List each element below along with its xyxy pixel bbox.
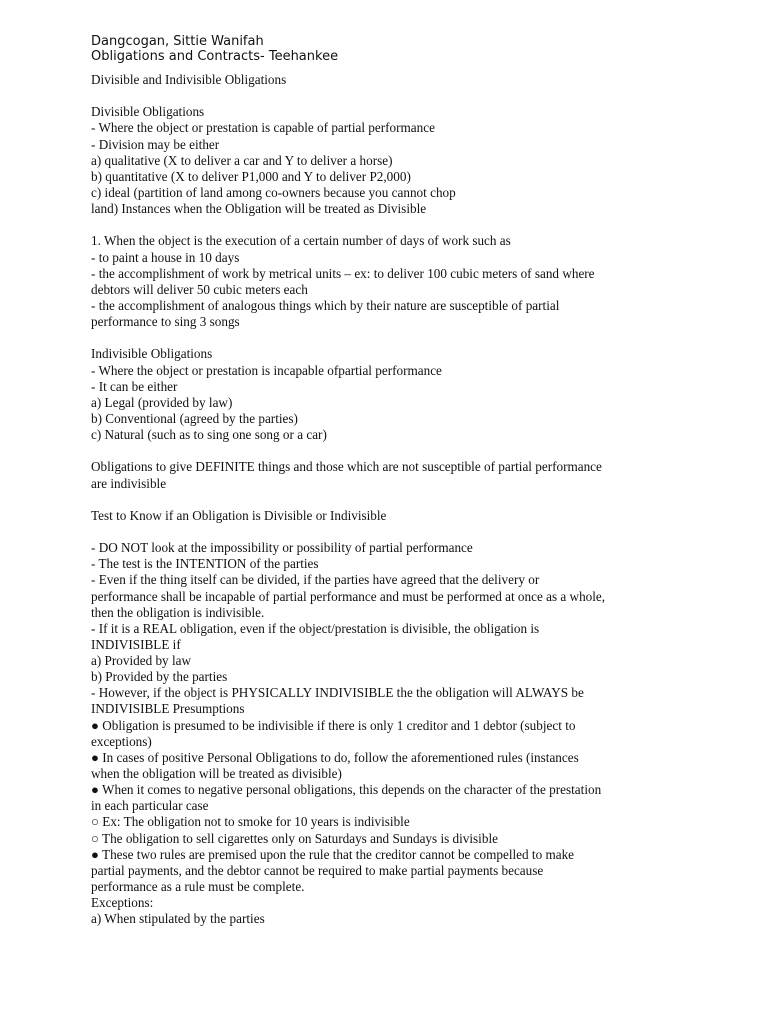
text-line: - the accomplishment of analogous things which by their nature are susceptible of partial <box>91 297 560 313</box>
text-line: - to paint a house in 10 days <box>91 249 240 265</box>
text-line: c) Natural (such as to sing one song or a car) <box>91 427 327 443</box>
blank-line <box>91 217 691 233</box>
text-line: - If it is a REAL obligation, even if the object/prestation is divisible, the obligation is <box>91 620 540 636</box>
text-line: INDIVISIBLE Presumptions <box>91 701 245 717</box>
text-line: Divisible and Indivisible Obligations <box>91 72 287 87</box>
text-line: 1. When the object is the execution of a certain number of days of work such as <box>91 233 511 249</box>
text-line: - DO NOT look at the impossibility or possibility of partial performance <box>91 540 473 556</box>
text-line: Test to Know if an Obligation is Divisible or Indivisible <box>91 507 387 523</box>
text-line: a) When stipulated by the parties <box>91 911 265 927</box>
text-line: INDIVISIBLE if <box>91 636 181 652</box>
text-line: performance as a rule must be complete. <box>91 879 305 895</box>
text-line: a) qualitative (X to deliver a car and Y to deliver a horse) <box>91 152 393 168</box>
text-line: a) Legal (provided by law) <box>91 394 233 410</box>
text-line: partial payments, and the debtor cannot be required to make partial payments because <box>91 862 544 878</box>
text-line: exceptions) <box>91 733 152 749</box>
text-line: ● Obligation is presumed to be indivisible if there is only 1 creditor and 1 debtor (subject to <box>91 717 576 733</box>
text-line: - Where the object or prestation is capable of partial performance <box>91 120 435 136</box>
text-line: Exceptions: <box>91 895 154 911</box>
text-line: ● When it comes to negative personal obligations, this depends on the character of the prestation <box>91 782 602 798</box>
author-name: Dangcogan, Sittie Wanifah <box>91 34 264 49</box>
text-line: when the obligation will be treated as divisible) <box>91 766 342 782</box>
course-title: Obligations and Contracts- Teehankee <box>91 49 339 64</box>
text-line: Obligations to give DEFINITE things and those which are not susceptible of partial performance <box>91 459 602 475</box>
text-line: - Where the object or prestation is incapable ofpartial performance <box>91 362 442 378</box>
text-line: land) Instances when the Obligation will be treated as Divisible <box>91 201 427 217</box>
blank-line <box>91 88 691 104</box>
text-line: b) quantitative (X to deliver P1,000 and Y to deliver P2,000) <box>91 168 411 184</box>
blank-line <box>91 443 691 459</box>
text-line: ● In cases of positive Personal Obligations to do, follow the aforementioned rules (instances <box>91 749 579 765</box>
text-line: ○ The obligation to sell cigarettes only on Saturdays and Sundays is divisible <box>91 830 498 846</box>
blank-line <box>91 492 691 508</box>
text-line: - Even if the thing itself can be divided, if the parties have agreed that the delivery or <box>91 572 540 588</box>
document-body <box>91 72 691 927</box>
text-line: b) Provided by the parties <box>91 669 228 685</box>
text-line: then the obligation is indivisible. <box>91 604 265 620</box>
text-line: - However, if the object is PHYSICALLY INDIVISIBLE the the obligation will ALWAYS be <box>91 685 584 701</box>
text-line: are indivisible <box>91 475 167 491</box>
text-line: b) Conventional (agreed by the parties) <box>91 410 298 426</box>
text-line: Indivisible Obligations <box>91 346 213 362</box>
text-line: a) Provided by law <box>91 653 191 669</box>
text-line: debtors will deliver 50 cubic meters each <box>91 281 308 297</box>
text-line: in each particular case <box>91 798 209 814</box>
text-line: performance shall be incapable of partial performance and must be performed at once as a whole, <box>91 588 606 604</box>
text-line: - The test is the INTENTION of the parties <box>91 556 319 572</box>
blank-line <box>91 330 691 346</box>
text-line: ○ Ex: The obligation not to smoke for 10 years is indivisible <box>91 814 410 830</box>
document-header <box>91 34 338 64</box>
text-line: ● These two rules are premised upon the rule that the creditor cannot be compelled to make <box>91 846 575 862</box>
text-line: Divisible Obligations <box>91 104 205 120</box>
text-line: - Division may be either <box>91 136 220 152</box>
text-line: performance to sing 3 songs <box>91 314 240 330</box>
text-line: - the accomplishment of work by metrical units – ex: to deliver 100 cubic meters of sand where <box>91 265 595 281</box>
text-line: c) ideal (partition of land among co-owners because you cannot chop <box>91 184 456 200</box>
text-line: - It can be either <box>91 378 178 394</box>
blank-line <box>91 524 691 540</box>
